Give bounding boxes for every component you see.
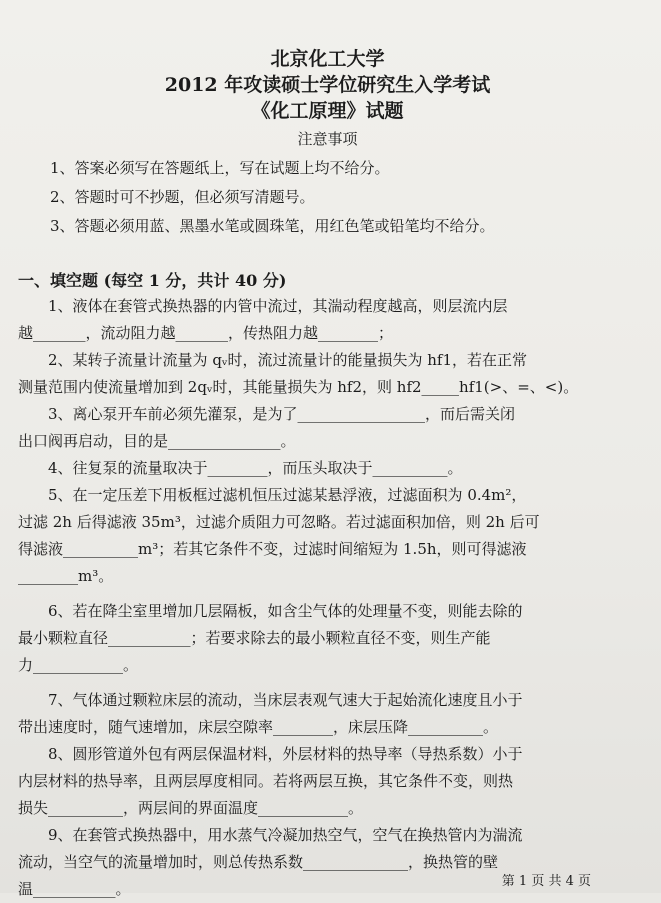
notice-item: 1、答案必须写在答题纸上，写在试题上均不给分。 [50,159,390,177]
notice-list [50,154,637,241]
question-line: 3、离心泵开车前必须先灌泵，是为了_________________，而后需关闭 [48,405,516,423]
question-line: 流动，当空气的流量增加时，则总传热系数______________，换热管的壁 [18,853,499,871]
question-line: 过滤 2h 后得滤液 35m³，过滤介质阻力可忽略。若过滤面积加倍，则 2h 后可 [18,513,540,531]
question-line: 8、圆形管道外包有两层保温材料，外层材料的热导率（导热系数）小于 [48,745,523,763]
question-line: 2、某转子流量计流量为 qᵥ时，流过流量计的能量损失为 hf1，若在正常 [48,351,528,369]
question-8 [18,741,637,822]
notice-item: 2、答题时可不抄题，但必须写清题号。 [50,188,315,206]
subject-title: 《化工原理》试题 [251,100,404,122]
question-line: 带出速度时，随气速增加，床层空隙率________，床层压降__________。 [18,718,499,736]
question-line: 最小颗粒直径___________；若要求除去的最小颗粒直径不变，则生产能 [18,629,491,647]
question-line: 温___________。 [18,880,131,898]
school-title: 北京化工大学 [270,48,385,70]
question-1 [18,293,637,347]
question-line: 力____________。 [18,656,139,674]
question-line: 内层材料的热导率，且两层厚度相同。若将两层互换，其它条件不变，则热 [18,772,514,790]
question-4 [18,455,637,482]
question-line: 9、在套管式换热器中，用水蒸气冷凝加热空气，空气在换热管内为湍流 [48,826,523,844]
question-line: 7、气体通过颗粒床层的流动，当床层表观气速大于起始流化速度且小于 [48,691,523,709]
question-6 [18,598,637,679]
question-5 [18,482,637,590]
question-3 [18,401,637,455]
question-line: 得滤液__________m³；若其它条件不变，过滤时间缩短为 1.5h，则可得滤液 [18,540,527,558]
question-line: 损失__________，两层间的界面温度____________。 [18,799,364,817]
notice-item: 3、答题必须用蓝、黑墨水笔或圆珠笔，用红色笔或铅笔均不给分。 [50,217,495,235]
question-line: 5、在一定压差下用板框过滤机恒压过滤某悬浮液，过滤面积为 0.4m²， [48,486,527,504]
section-title: 一、填空题 (每空 1 分，共计 40 分) [18,271,287,290]
notice-title: 注意事项 [297,130,358,148]
question-line: 1、液体在套管式换热器的内管中流过，其湍动程度越高，则层流内层 [48,297,508,315]
question-7 [18,687,637,741]
question-line: 出口阀再启动，目的是_______________。 [18,432,296,450]
exam-header [18,46,637,124]
question-2 [18,347,637,401]
question-line: 越_______，流动阻力越_______，传热阻力越________； [18,324,394,342]
exam-title: 2012 年攻读硕士学位研究生入学考试 [164,74,491,96]
question-line: ________m³。 [18,567,114,585]
question-line: 测量范围内使流量增加到 2qᵥ时，其能量损失为 hf2，则 hf2_____hf1(>、=、<)。 [18,378,579,396]
question-line: 6、若在降尘室里增加几层隔板，如含尘气体的处理量不变，则能去除的 [48,602,523,620]
question-line: 4、往复泵的流量取决于________，而压头取决于__________。 [48,459,463,477]
page-number: 第 1 页 共 4 页 [501,874,591,889]
